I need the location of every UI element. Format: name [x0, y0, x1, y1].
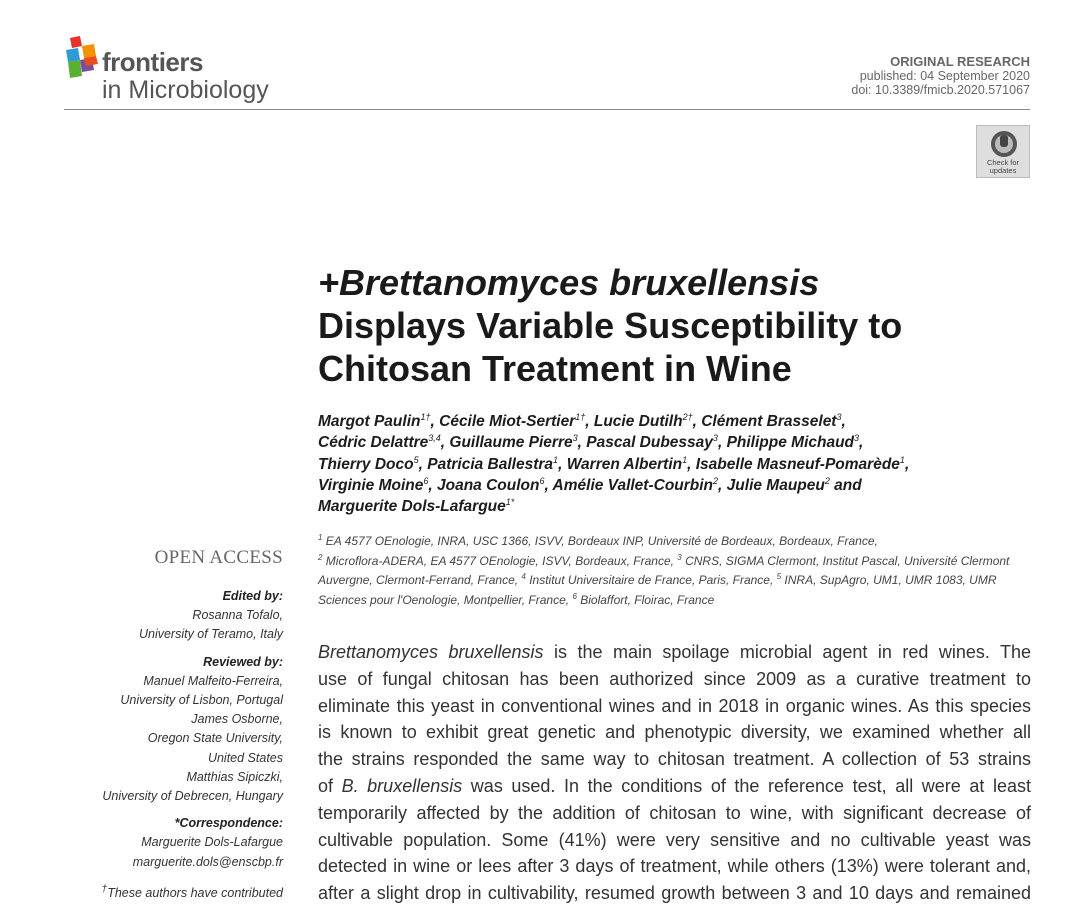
affiliation: $^5$ INRA, SupAgro, UM1, UMR 1083, UMR Sciences pour l'Oenologie, Montpellier, France,	[318, 572, 997, 607]
journal-subtitle: in Microbiology	[102, 76, 269, 104]
author[interactable]: Warren Albertin$^1$	[566, 454, 688, 473]
affiliation: $^4$ Institut Universitaire de France, Paris, France,	[521, 572, 777, 587]
author[interactable]: Lucie Dutilh$^{2\dagger}$	[593, 412, 693, 430]
published-date: published: 04 September 2020	[859, 69, 1030, 83]
correspondent-email[interactable]: marguerite.dols@enscbp.fr	[132, 854, 283, 869]
journal-logo[interactable]	[64, 36, 304, 106]
author[interactable]: Patricia Ballestra$^1$	[427, 454, 559, 473]
abstract-line: is known to exhibit great genetic and phenotypic diversity, we examined whether all	[318, 722, 1031, 743]
article-type: ORIGINAL RESEARCH	[890, 54, 1030, 69]
correspondence-label: *Correspondence:	[174, 816, 283, 831]
author[interactable]: Clément Brasselet$^3$	[701, 412, 842, 430]
abstract-line: temporarily affected by the addition of chitosan to wine, with significant decrease of	[318, 802, 1031, 823]
affiliation: $^3$ CNRS, SIGMA Clermont, Institut Pascal, Université Clermont Auvergne, Clermont-Ferrand, France,	[318, 552, 1010, 587]
check-updates-label: Check for updates	[986, 158, 1020, 175]
reviewer-line: United States	[207, 750, 283, 765]
author[interactable]: Margot Paulin$^{1\dagger}$	[318, 412, 431, 430]
correspondent-name: Marguerite Dols-Lafargue	[141, 835, 283, 850]
reviewer-line: University of Debrecen, Hungary	[102, 789, 283, 804]
author[interactable]: Amélie Vallet-Courbin$^2$	[552, 475, 719, 494]
abstract-line: detected in wine or lees after 3 days of treatment, while others (13%) were tolerant and,	[318, 856, 1031, 877]
article-meta	[851, 55, 1030, 97]
affiliation: $^6$ Biolaffort, Floirac, France	[572, 591, 715, 607]
abstract-line: use of fungal chitosan has been authorized since 2009 as a curative treatment to	[318, 668, 1031, 689]
author[interactable]: Cécile Miot-Sertier$^{1\dagger}$	[439, 412, 586, 430]
abstract-line: cultivable population. Some (41%) were very sensitive and no cultivable yeast was	[318, 829, 1031, 850]
author[interactable]: Guillaume Pierre$^3$	[449, 433, 578, 452]
author[interactable]: Marguerite Dols-Lafargue$^{1*}$	[318, 497, 515, 516]
frontiers-cube-icon	[64, 36, 100, 78]
reviewer-line: University of Lisbon, Portugal	[120, 693, 283, 708]
author[interactable]: Joana Coulon$^6$	[437, 475, 545, 494]
abstract-line: Brettanomyces bruxellensis is the main spoilage microbial agent in red wines. The	[318, 642, 1031, 662]
author[interactable]: Thierry Doco$^5$	[318, 454, 419, 473]
check-for-updates-button[interactable]	[976, 125, 1030, 178]
doi-link[interactable]: doi: 10.3389/fmicb.2020.571067	[851, 83, 1030, 97]
abstract-line: the strains responded the same way to chitosan treatment. A collection of 53 strains	[318, 749, 1031, 770]
author[interactable]: Isabelle Masneuf-Pomarède$^1$	[695, 454, 905, 473]
affiliation: $^2$ Microflora-ADERA, EA 4577 OEnologie, ISVV, Bordeaux, France,	[318, 552, 678, 568]
editor-name: Rosanna Tofalo,	[192, 608, 283, 623]
editorial-sidebar	[63, 587, 283, 903]
affiliations	[318, 532, 1038, 610]
open-access-label: OPEN ACCESS	[154, 547, 283, 568]
abstract-line: of B. bruxellensis was used. In the conditions of the reference test, all were at least	[318, 775, 1031, 796]
check-updates-icon	[989, 129, 1019, 159]
author[interactable]: Cédric Delattre$^{3,4}$	[318, 433, 441, 452]
title-line-1: +Brettanomyces bruxellensis	[318, 262, 820, 303]
edited-by-label: Edited by:	[222, 589, 283, 603]
reviewer-line: Matthias Sipiczki,	[186, 769, 283, 784]
author[interactable]: Julie Maupeu$^2$	[726, 475, 830, 494]
reviewer-line: Manuel Malfeito-Ferreira,	[143, 673, 283, 688]
affiliation: $^1$ EA 4577 OEnologie, INRA, USC 1366, ISVV, Bordeaux INP, Université de Bordeaux, Bordeaux, France,	[318, 533, 878, 548]
author-list: Margot Paulin$^{1\dagger}$, Cécile Miot-Sertier$^{1\dagger}$, Lucie Dutilh$^{2\dagger}$, Clément Brasselet$^3$, Cédric Delattre$^{3,4}$, Guillaume Pierre$^3$, Pascal Dubessay$^3$, Philippe Michaud$^3$, Thierry Doco$^5$, Patricia Ballestra$^1$, Warren Albertin$^1$, Isabelle Masneuf-Pomarède$^1$, Virginie Moine$^6$, Joana Coulon$^6$, Amélie Vallet-Courbin$^2$, Julie Maupeu$^2$ and Marguerite Dols-Lafargue$^{1*}$	[318, 412, 910, 516]
reviewer-line: James Osborne,	[191, 712, 283, 727]
header-divider	[64, 109, 1030, 110]
author[interactable]: Virginie Moine$^6$	[318, 475, 429, 494]
author[interactable]: Pascal Dubessay$^3$	[586, 433, 718, 452]
title-line-3: Chitosan Treatment in Wine	[318, 348, 792, 389]
abstract	[318, 639, 1031, 907]
journal-name: frontiers	[102, 47, 203, 77]
reviewed-by-label: Reviewed by:	[203, 654, 283, 669]
reviewer-line: Oregon State University,	[147, 731, 283, 746]
abstract-line: after a slight drop in cultivability, resumed growth between 3 and 10 days and remained	[318, 883, 1031, 904]
article-title	[318, 261, 1038, 390]
editor-affiliation: University of Teramo, Italy	[138, 627, 283, 642]
abstract-line: eliminate this yeast in conventional wines and in 2018 in organic wines. As this species	[318, 695, 1031, 716]
author[interactable]: Philippe Michaud$^3$	[726, 433, 860, 452]
author-contribution-footnote: †These authors have contributed	[101, 883, 283, 900]
title-line-2: Displays Variable Susceptibility to	[318, 305, 903, 346]
